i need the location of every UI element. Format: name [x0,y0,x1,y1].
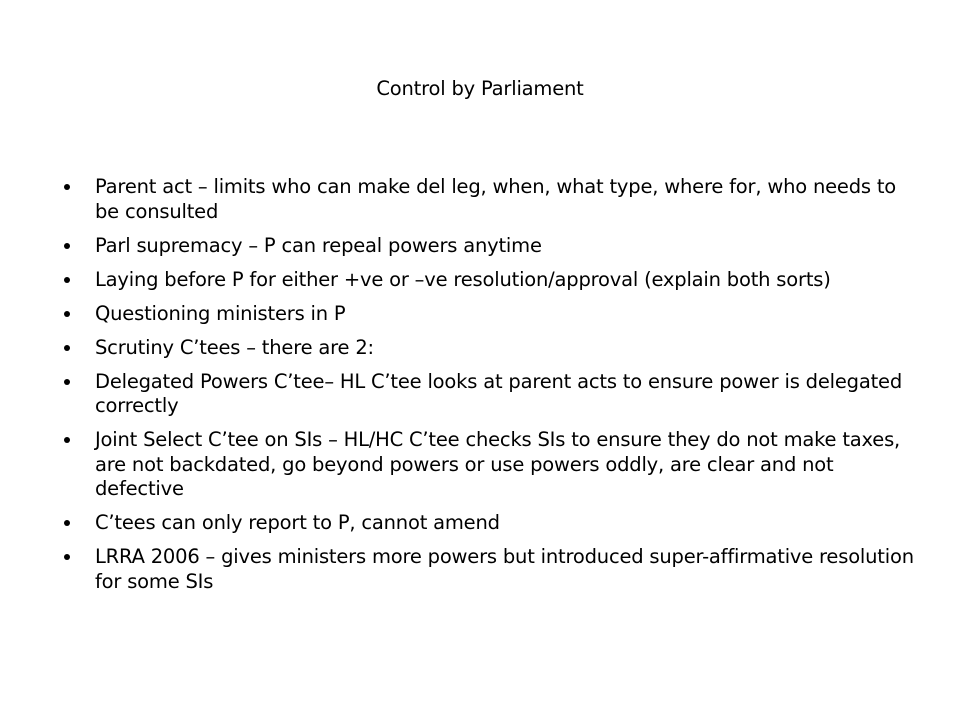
bullet-item-scrutiny-ctees [64,336,924,361]
bullet-text: Questioning ministers in P [95,301,346,325]
bullet-dot-icon [64,379,70,385]
bullet-list [64,175,924,604]
bullet-text: LRRA 2006 – gives ministers more powers but introduced super-affirmative resolution for some SIs [95,545,914,593]
bullet-item-parent-act [64,175,924,224]
bullet-text: Laying before P for either +ve or –ve resolution/approval (explain both sorts) [95,267,831,291]
bullet-dot-icon [64,437,70,443]
bullet-item-joint-select [64,428,924,502]
bullet-item-questioning-ministers [64,302,924,327]
bullet-text: Scrutiny C’tees – there are 2: [95,335,374,359]
bullet-dot-icon [64,345,70,351]
bullet-item-delegated-powers [64,370,924,419]
bullet-dot-icon [64,184,70,190]
bullet-item-parl-supremacy [64,234,924,259]
bullet-dot-icon [64,554,70,560]
bullet-text: C’tees can only report to P, cannot amend [95,511,500,534]
bullet-dot-icon [64,311,70,317]
bullet-dot-icon [64,243,70,249]
bullet-item-laying-before-p [64,268,924,293]
bullet-text: Parl supremacy – P can repeal powers anytime [95,233,542,257]
bullet-item-ctees-report [64,511,924,536]
bullet-text: Delegated Powers C’tee– HL C’tee looks at parent acts to ensure power is delegated correctly [95,369,902,417]
slide-title: Control by Parliament [376,77,584,100]
bullet-dot-icon [64,520,70,526]
bullet-dot-icon [64,277,70,283]
bullet-text: Joint Select C’tee on SIs – HL/HC C’tee checks SIs to ensure they do not make taxes, are not backdated, go beyond powers or use powers oddly, are clear and not defective [95,428,901,500]
bullet-text: Parent act – limits who can make del leg, when, what type, where for, who needs to be consulted [95,175,897,223]
bullet-item-lrra-2006 [64,545,924,594]
